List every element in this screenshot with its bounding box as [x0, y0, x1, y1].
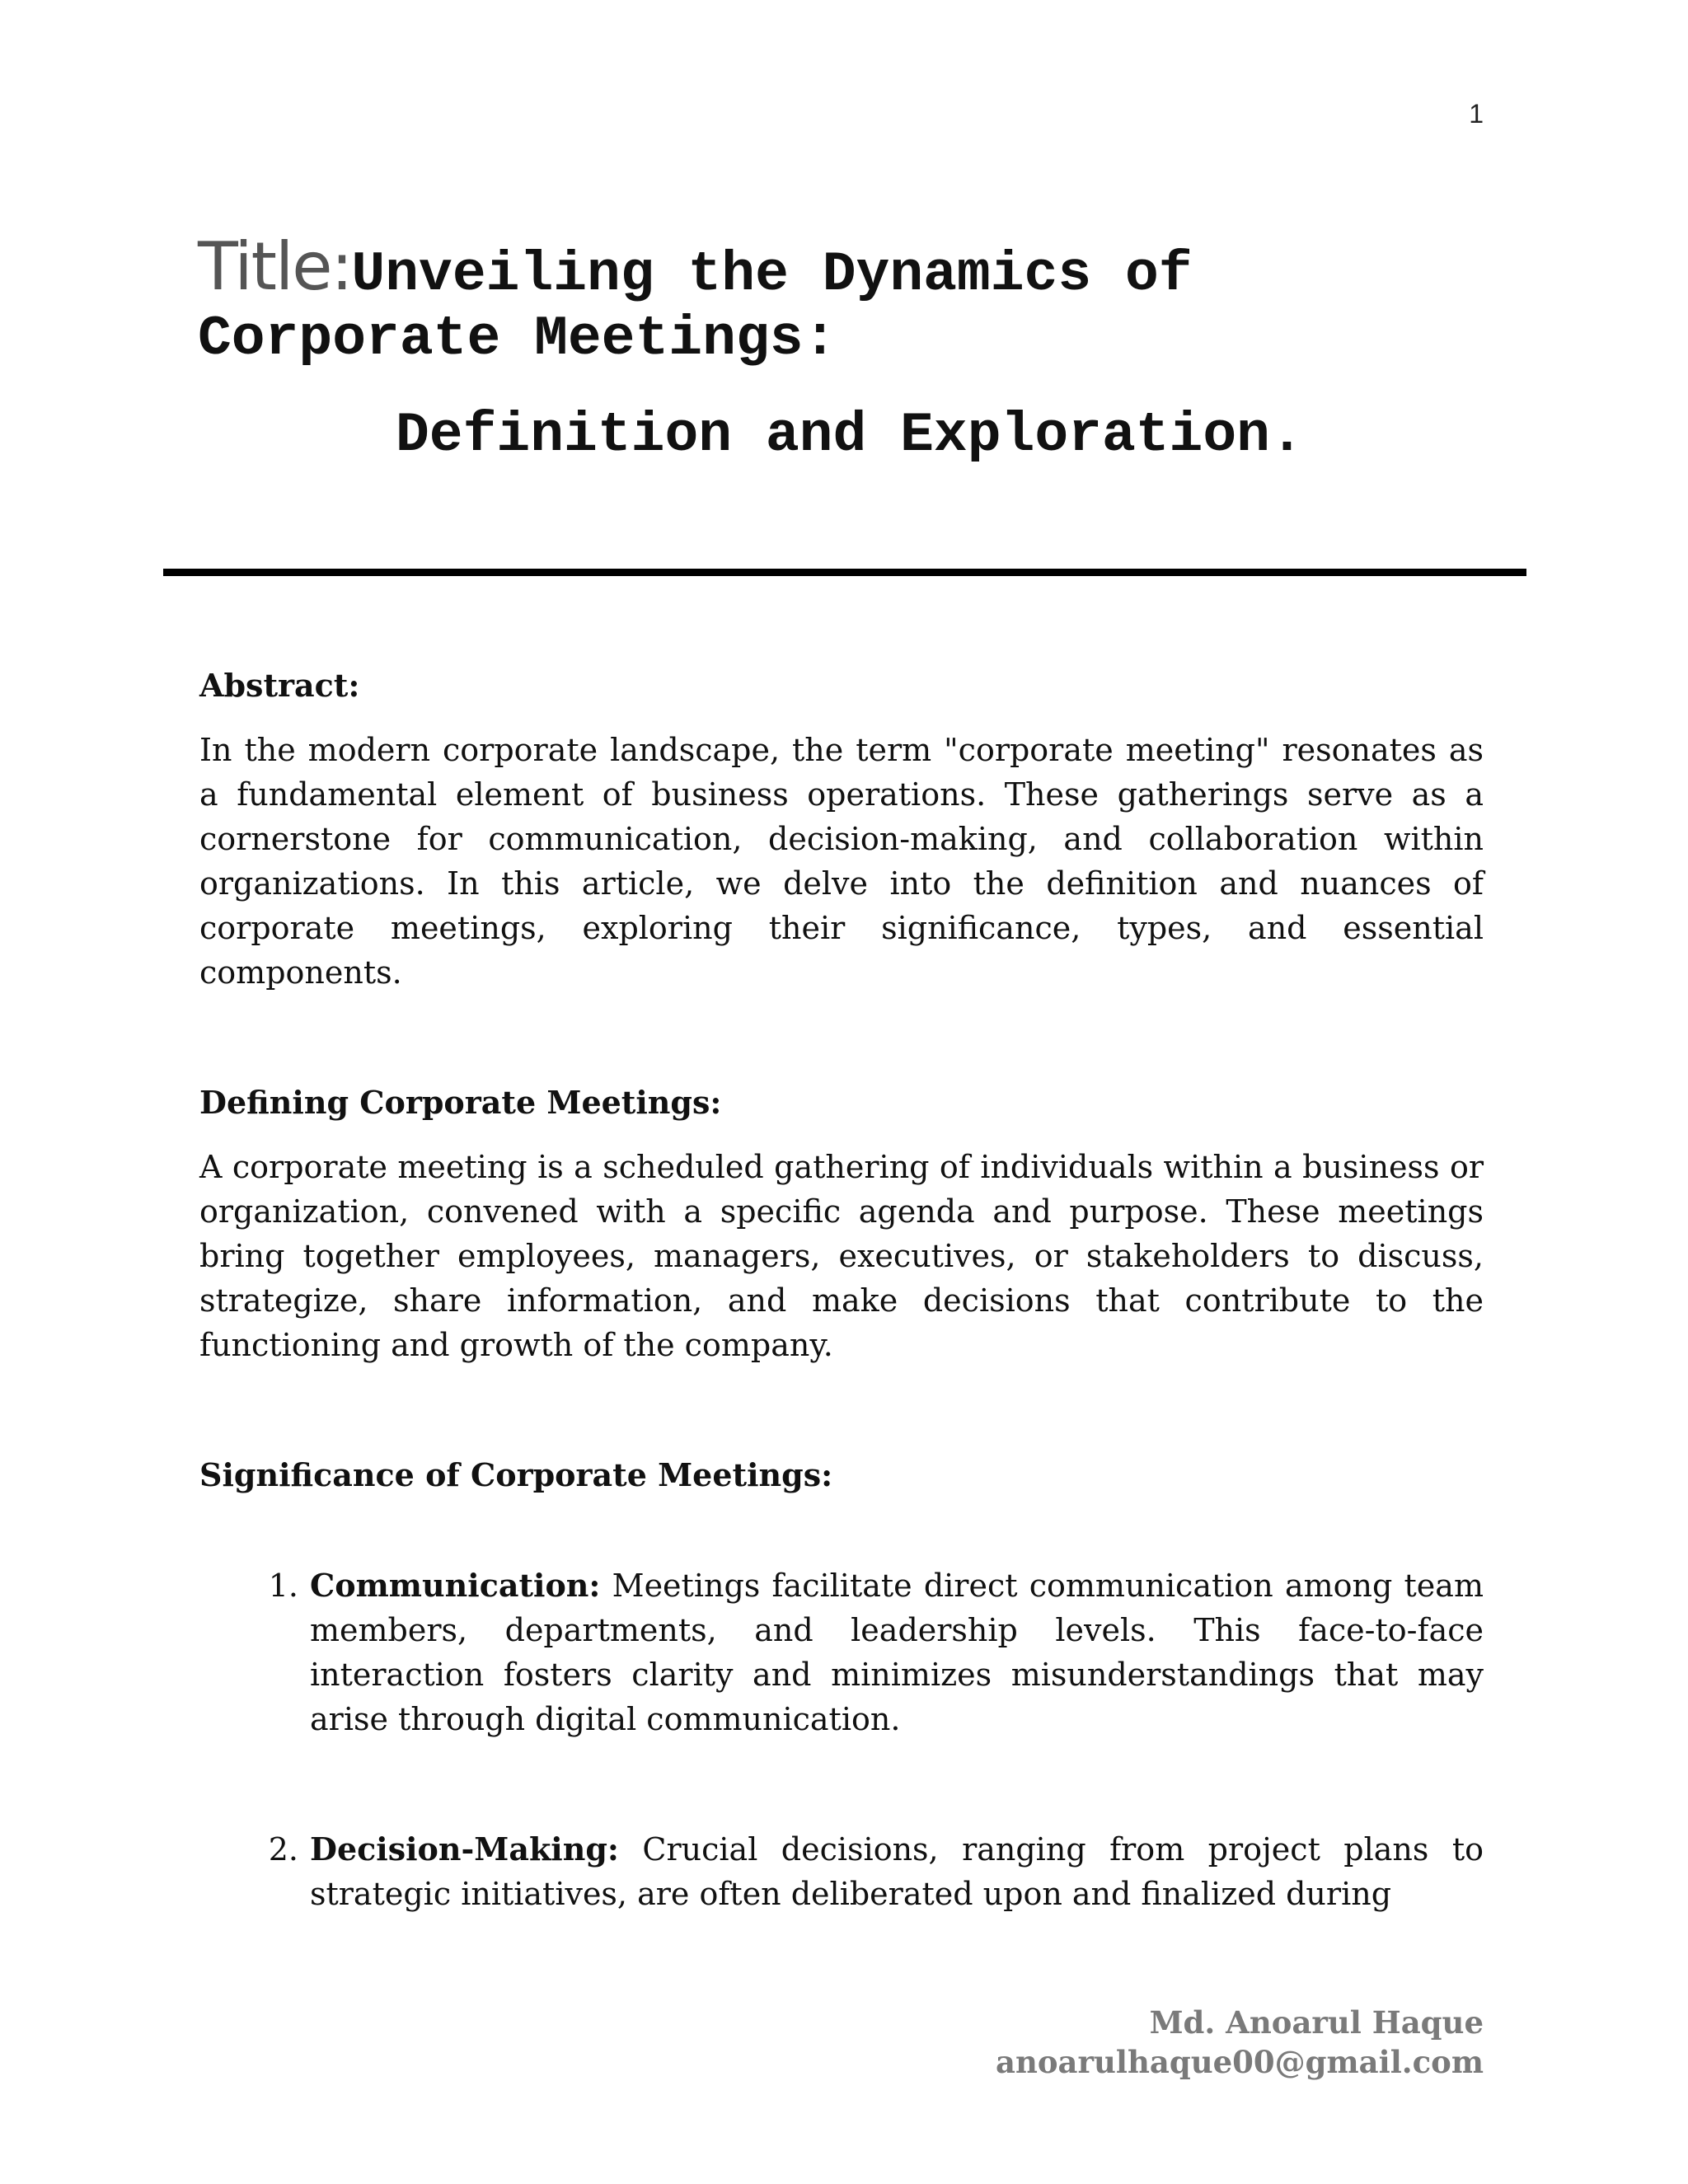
- page-number: 1: [1469, 99, 1484, 129]
- list-item-body: [310, 1827, 1484, 1916]
- title-line-1: [198, 228, 1517, 307]
- author-name: Md. Anoarul Haque: [1149, 2004, 1484, 2041]
- list-item: [199, 1827, 1484, 1916]
- title-line-2: Corporate Meetings:: [198, 307, 837, 371]
- document-title: [198, 228, 1517, 372]
- defining-heading: Defining Corporate Meetings:: [199, 1084, 722, 1121]
- title-prefix: Title:: [198, 228, 352, 305]
- significance-list: [199, 1563, 1484, 1916]
- significance-heading: Significance of Corporate Meetings:: [199, 1456, 833, 1493]
- significance-section: [199, 1453, 1484, 1916]
- list-item-term: Communication:: [310, 1567, 601, 1604]
- list-item-number: 2.: [268, 1831, 298, 1868]
- list-item-text: Meetings facilitate direct communication among team members, departments, and leadership levels. This face-to-face interaction fosters clarity and minimizes misunderstandings that may arise through digital communication.: [310, 1568, 1484, 1737]
- defining-text: A corporate meeting is a scheduled gathering of individuals within a business or organization, convened with a specific agenda and purpose. These meetings bring together employees, managers, executives, or stakeholders to discuss, strategize, share information, and make decisions that contribute to the functioning and growth of the company.: [199, 1149, 1484, 1363]
- author-email: anoarulhaque00@gmail.com: [996, 2044, 1484, 2080]
- list-item: [199, 1563, 1484, 1741]
- document-subtitle: Definition and Exploration.: [396, 404, 1304, 467]
- list-item-number: 1.: [268, 1568, 298, 1604]
- defining-section: [199, 1080, 1484, 1367]
- list-item-body: [310, 1563, 1484, 1741]
- title-divider: [163, 569, 1526, 576]
- list-item-term: Decision-Making:: [310, 1830, 619, 1868]
- abstract-text: In the modern corporate landscape, the term "corporate meeting" resonates as a fundamental element of business operations. These gatherings serve as a cornerstone for communication, decision-making, and collaboration within organizations. In this article, we delve into the definition and nuances of corporate meetings, exploring their significance, types, and essential components.: [199, 732, 1484, 991]
- abstract-section: [199, 663, 1484, 995]
- page-footer: [824, 2003, 1484, 2082]
- list-item-text: Crucial decisions, ranging from project plans to strategic initiatives, are often deliberated upon and finalized during: [310, 1831, 1484, 1912]
- abstract-heading: Abstract:: [199, 667, 360, 704]
- document-body: [199, 663, 1484, 2002]
- title-text-1: Unveiling the Dynamics of: [351, 243, 1193, 307]
